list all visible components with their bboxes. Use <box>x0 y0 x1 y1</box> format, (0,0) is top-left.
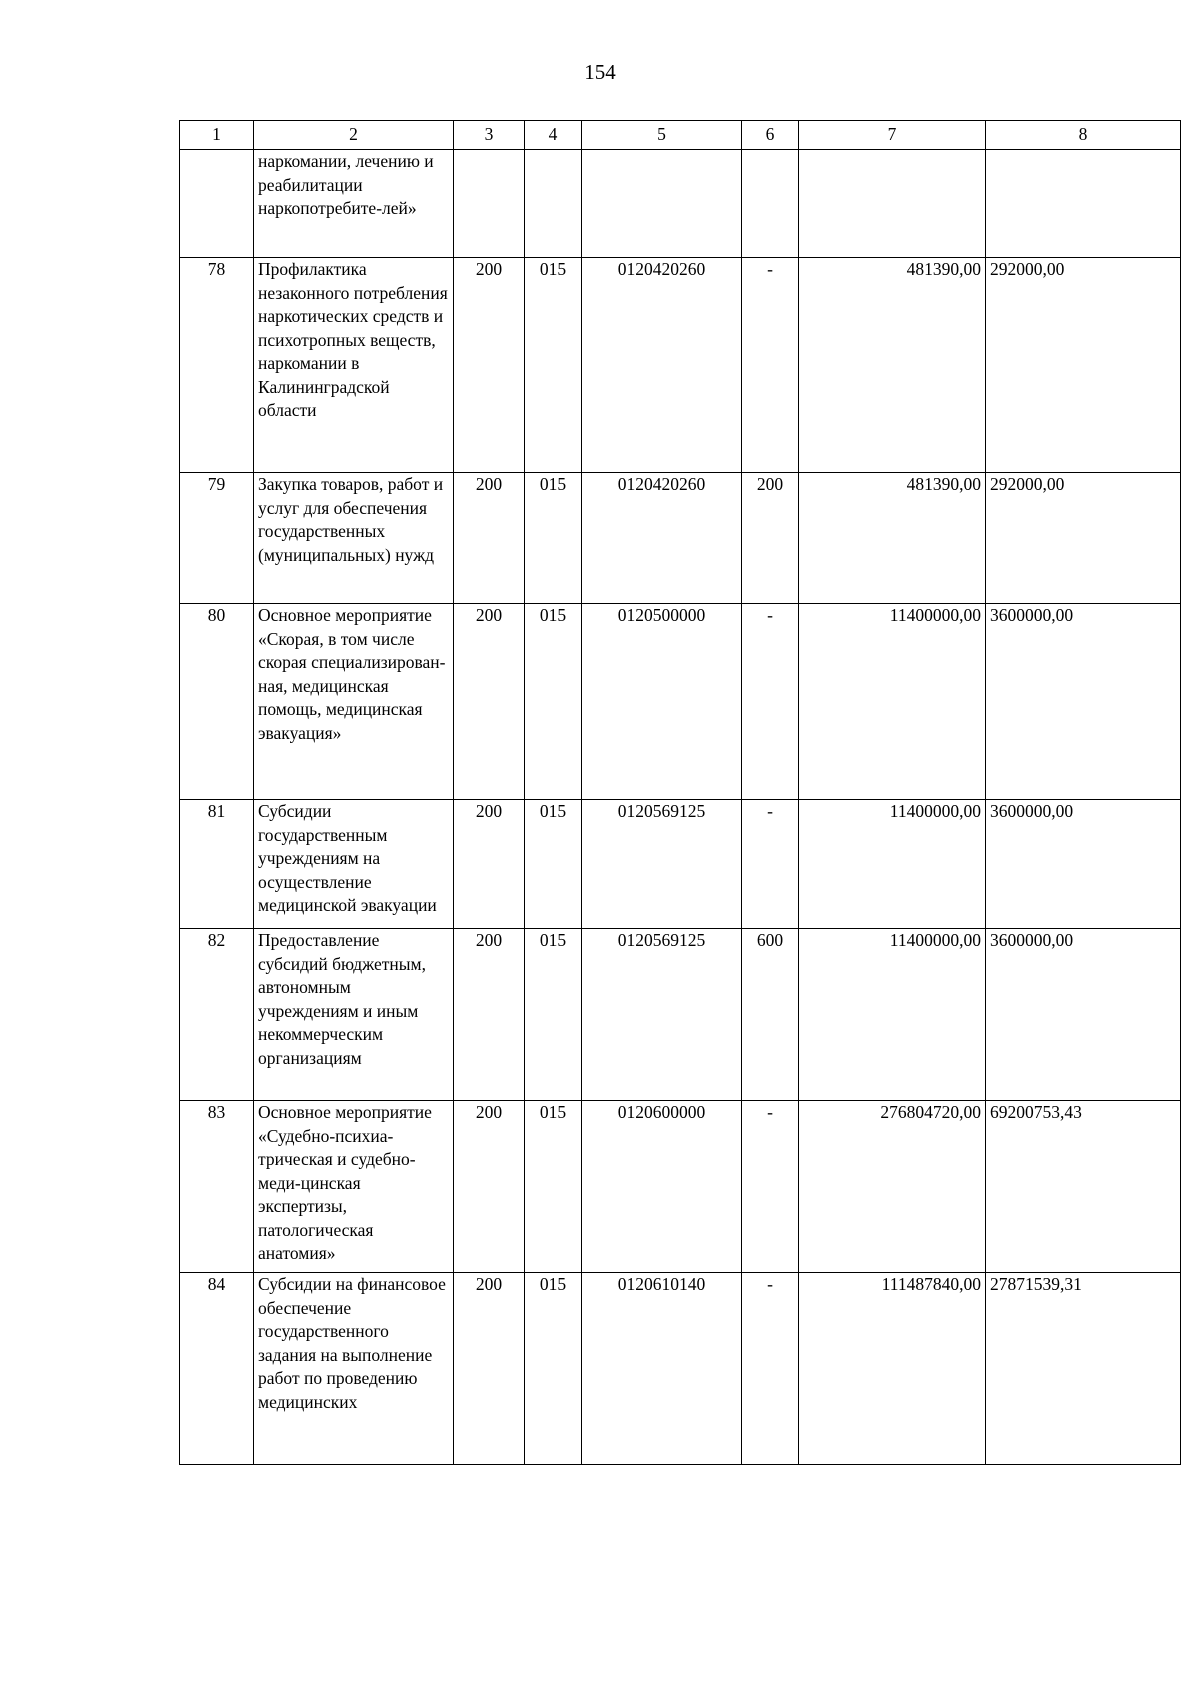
code-4-cell: 015 <box>525 800 582 929</box>
item-name-cell: Предоставление субсидий бюджетным, автономным учреждениям и иным некоммерческим организациям <box>254 929 454 1101</box>
budget-table <box>179 120 1181 1465</box>
row-number-cell: 79 <box>180 473 254 604</box>
header-row <box>180 121 1181 150</box>
item-name-cell: Основное мероприятие «Скорая, в том числе скорая специализирован-ная, медицинская помощь, медицинская эвакуация» <box>254 604 454 800</box>
amount-plan-cell: 11400000,00 <box>799 604 986 800</box>
amount-actual-cell: 292000,00 <box>986 258 1181 473</box>
table-row <box>180 800 1181 929</box>
expense-type-cell: 600 <box>742 929 799 1101</box>
code-3-cell: 200 <box>454 1273 525 1465</box>
code-4-cell <box>525 150 582 258</box>
header-cell: 6 <box>742 121 799 150</box>
page-number: 154 <box>584 60 616 84</box>
item-name-cell: Основное мероприятие «Судебно-психиа-трическая и судебно-меди-цинская экспертизы, патологическая анатомия» <box>254 1101 454 1273</box>
header-cell: 8 <box>986 121 1181 150</box>
code-4-cell: 015 <box>525 473 582 604</box>
code-4-cell: 015 <box>525 604 582 800</box>
target-article-cell: 0120610140 <box>582 1273 742 1465</box>
target-article-cell: 0120569125 <box>582 800 742 929</box>
table-row <box>180 604 1181 800</box>
amount-actual-cell: 3600000,00 <box>986 929 1181 1101</box>
target-article-cell: 0120600000 <box>582 1101 742 1273</box>
expense-type-cell: - <box>742 604 799 800</box>
amount-plan-cell: 11400000,00 <box>799 929 986 1101</box>
row-number-cell: 78 <box>180 258 254 473</box>
row-number-cell: 83 <box>180 1101 254 1273</box>
table-row <box>180 258 1181 473</box>
table-row <box>180 929 1181 1101</box>
amount-plan-cell: 481390,00 <box>799 258 986 473</box>
code-3-cell: 200 <box>454 1101 525 1273</box>
item-name-cell: наркомании, лечению и реабилитации наркопотребите-лей» <box>254 150 454 258</box>
amount-actual-cell <box>986 150 1181 258</box>
item-name-cell: Субсидии государственным учреждениям на осуществление медицинской эвакуации <box>254 800 454 929</box>
expense-type-cell <box>742 150 799 258</box>
code-3-cell: 200 <box>454 258 525 473</box>
header-cell: 3 <box>454 121 525 150</box>
code-3-cell: 200 <box>454 929 525 1101</box>
target-article-cell: 0120500000 <box>582 604 742 800</box>
amount-actual-cell: 3600000,00 <box>986 604 1181 800</box>
code-4-cell: 015 <box>525 1101 582 1273</box>
target-article-cell <box>582 150 742 258</box>
item-name-cell: Профилактика незаконного потребления наркотических средств и психотропных веществ, наркомании в Калининградской области <box>254 258 454 473</box>
code-4-cell: 015 <box>525 1273 582 1465</box>
header-cell: 5 <box>582 121 742 150</box>
item-name-cell: Субсидии на финансовое обеспечение государственного задания на выполнение работ по проведению медицинских <box>254 1273 454 1465</box>
header-cell: 4 <box>525 121 582 150</box>
item-name-cell: Закупка товаров, работ и услуг для обеспечения государственных (муниципальных) нужд <box>254 473 454 604</box>
header-cell: 1 <box>180 121 254 150</box>
code-3-cell: 200 <box>454 604 525 800</box>
expense-type-cell: 200 <box>742 473 799 604</box>
row-number-cell: 81 <box>180 800 254 929</box>
row-number-cell: 80 <box>180 604 254 800</box>
target-article-cell: 0120420260 <box>582 258 742 473</box>
amount-actual-cell: 3600000,00 <box>986 800 1181 929</box>
amount-plan-cell: 481390,00 <box>799 473 986 604</box>
target-article-cell: 0120569125 <box>582 929 742 1101</box>
amount-plan-cell: 111487840,00 <box>799 1273 986 1465</box>
code-3-cell: 200 <box>454 800 525 929</box>
target-article-cell: 0120420260 <box>582 473 742 604</box>
code-3-cell <box>454 150 525 258</box>
row-number-cell: 84 <box>180 1273 254 1465</box>
row-number-cell <box>180 150 254 258</box>
code-3-cell: 200 <box>454 473 525 604</box>
expense-type-cell: - <box>742 1273 799 1465</box>
code-4-cell: 015 <box>525 258 582 473</box>
header-cell: 2 <box>254 121 454 150</box>
table-row <box>180 150 1181 258</box>
table-row <box>180 1101 1181 1273</box>
amount-actual-cell: 27871539,31 <box>986 1273 1181 1465</box>
amount-plan-cell: 11400000,00 <box>799 800 986 929</box>
expense-type-cell: - <box>742 800 799 929</box>
amount-plan-cell: 276804720,00 <box>799 1101 986 1273</box>
expense-type-cell: - <box>742 1101 799 1273</box>
amount-actual-cell: 292000,00 <box>986 473 1181 604</box>
row-number-cell: 82 <box>180 929 254 1101</box>
table-row <box>180 473 1181 604</box>
code-4-cell: 015 <box>525 929 582 1101</box>
amount-actual-cell: 69200753,43 <box>986 1101 1181 1273</box>
header-cell: 7 <box>799 121 986 150</box>
amount-plan-cell <box>799 150 986 258</box>
expense-type-cell: - <box>742 258 799 473</box>
table-row <box>180 1273 1181 1465</box>
